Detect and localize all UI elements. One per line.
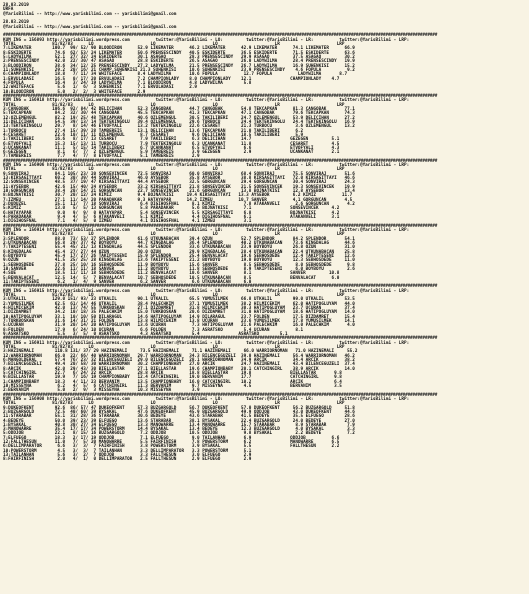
result-row: 12:WHITEFACE 5.6 1/ 6/ 3 SUHENKISI 7.1 ERVULADASI 2.9 [3, 85, 198, 91]
result-row: 5:CATCHINGIRL 22.7 6/ 24/ 22 ARCIK 28.8 ARCIK 18.8 BIELLASTAR 19.8 BIELLASTAR 9.8 [3, 370, 342, 376]
race-section [3, 34, 526, 95]
result-row: 8:KINGDALAG 45.4 27/ 27/ 44 OZUN 30.0 OZUN 29.9 KINGDALAG 28.4 UTKUNABACAN 22.4 UTKUNABACAN 25.8 [3, 249, 355, 255]
result-row: 9:ASRATSKO 5.5 3/ 5/ 0 ASRATSKO 4.3 ASRATSKO 5.4 ASRATSKO 5.1 [3, 331, 288, 337]
result-row: 1:TURBOCU 27.4 15/ 39/ 28 TAMBEREIS 13.1 DELICIHAN 13.6 TEKCAPKAN 21.0 TAKILIBERI 6.2 [3, 128, 304, 134]
separator-line: ################################################################################################################################################################################ [3, 223, 438, 229]
result-row: 1:DIZDAMRET 34.2 10/ 18/ 35 PALECHKIM 15.0 TURKBOSKAN 20.6 DIZDAMRET 31.0 HATIPOGLUYAM 18.6 HATIPOGLUYAM 14.0 [3, 310, 355, 316]
result-row: 6:ETVOFYALI 15.3 15/ 13/ 11 TURBOCU 7.9 TEKTEKINGOLU 6.3 UCANKANAT 11.8 CESARET 4.5 [3, 141, 340, 147]
result-row: 7:LIKEMATER 100.7 99/ 52/ 90 BLOODIRON 52.9 LIKEMATER 46.2 LIKEMATER 42.9 LIKEMATER 74.1 LIKEMATER 66.9 [3, 46, 355, 52]
result-row: 6:HATAYAPAR 9.0 9/ 9/ 0 HATAYAPAR 5.4 SONSEVINCEK 5.5 KIRSAGITTAYI 6.8 BOJNATKISI 4.2 [3, 210, 340, 216]
race-title-line: KUM ING = 156908 http://yarisbilimi.wordpress.com twitter:@YarisBilimi - LO: twitter:@YarisBilimi - LR: twitter:@YarisBilimi - LRP: [3, 396, 410, 402]
separator-line: ################################################################################################################################################################################ [3, 336, 438, 342]
race-title-line: KUM ING = 156906 http://yarisbilimi.wordpress.com twitter:@YarisBilimi - LO: twitter:@YarisBilimi - LR: twitter:@YarisBilimi - LRP: [3, 163, 410, 169]
result-row: 13:KIRSAGITTAYI 60.2 30/ 39/ 44 SONVIRAJ 46.0 AYSEBOR 35.8 AYSEBOR 38.8 KIRSAGITTAYI 72.0 KIRSAGITTAYI 46.6 [3, 176, 355, 182]
result-row: 2:UCANKANAT 11.1 5/ 15/ 14 TAKILIBERI 6.7 UCANKANAT 6.5 ETVOFYALI 6.6 ETVOFYALI 4.3 [3, 145, 340, 151]
column-header-line: TOTAL 81/82/83 LO LO LO LR LRP [3, 102, 345, 108]
result-row: 4:SUE 18.5 11/ 11/ 18 SEBHOSDEDE 11.2 BENVALACAT 10.6 SANVER 8.1 SANVER 10.8 [3, 271, 340, 277]
column-header-line: TOTAL 81/82/83 LO LO LO LR LRP [3, 41, 345, 47]
race-section [3, 285, 526, 337]
result-row: 11:DELICIHAN 54.5 39/ 13/ 14 TEKTEKINGOLU 39.4 OZLEMENGUL 29.6 TURBOCU 24.4 TEKTEKINGOLU 24.4 TEKTEKINGOLU 16.9 [3, 119, 355, 125]
header-date: 28.03.2019 [3, 3, 29, 8]
result-row: 9:DUKEOFKENT 92.6 86/ 57/ 47 DUKEOFKENT 57.3 BUZGARGOLD 56.7 DUKEOFKENT 57.0 DUKEOFKENT 56.2 BUZGARGOLD 51.8 [3, 405, 355, 411]
result-row: 11:SUHENKISI 29.2 20/ 16/ 21 CHAMP.SUHENKISI 21.3 SUHENKISI 10.6 SUHENKISI 23.9 PRENSESCINDY 4.6 FOPULA 9.2 [3, 67, 355, 73]
result-row: 2:BERVANIM 5.0 2/ 9/ 3 MISSEYNA 10.3 MISSEYNA 3.9 [3, 388, 200, 394]
separator-line: ################################################################################################################################################################################ [3, 33, 438, 39]
race-sections [3, 34, 526, 462]
result-row: 7:IZMEU 27.1 11/ 14/ 20 PARADAKAR 9.3 HATAYAPAR 14.2 IZMEU 10.7 SANVER 4.1 GORGUNCAN 4.5 [3, 197, 353, 203]
separator-line: ################################################################################################################################################################################ [3, 93, 438, 99]
result-row: 7:ELFUEGO 18.3 2/ 17/ 19 ODDJOB 7.1 ELFUEGO 9.0 TAILANHAN 6.9 ODDJOB 6.6 [3, 435, 340, 441]
result-row: 10:POWERSTORM 4.5 3/ 3/ 7 TAILANHAN 3.3 DELLIMPARATOR 3.3 POWERSTORM 5.1 [3, 448, 252, 454]
separator-line: ################################################################################################################################################################################ [3, 392, 438, 398]
result-row: 3:SPLENDOR 88.0 73/ 53/ 27 SPLENDOR 61.6 UTKUNABACAN 39.4 OZUN 52.7 SPLENDOR 84.2 SPLENDOR 54.1 [3, 236, 355, 242]
separator-line: ################################################################################################################################################################################ [3, 158, 438, 164]
result-row: 12:OZLEMENGUL 82.2 19/ 25/ 48 TEKCAPKAN 40.6 OZLEMENGUL 30.5 TAKILIBERI 24.7 OZLEMENGUL 53.9 DELICIHAN 27.2 [3, 115, 355, 121]
result-row: 11:TAKIPTESENI 6.2 1/ 4/ 9 SANVER 6.2 SANVER 6.6 UTKUNABACAN 6.0 [3, 280, 252, 285]
header-date-2: 28.03.2019 [3, 20, 29, 26]
result-row: 13:TEKTEKINGOLU 29.7 8/ 14/ 46 ETVOFYALI 13.2 TEKTEKINGOLU 22.6 CESARET 21.3 TURBOCU 3.6 OZLEMENGUL 13.2 [3, 124, 355, 130]
header-contact: @YarisBilimi -- http://www.yarisbilimi.com -- yarisbilimi@gmail.com [3, 11, 177, 17]
race-section [3, 337, 526, 393]
result-row: 10:HATIPOGLUYAM 33.1 10/ 10/ 50 DILARAGUL 14.6 HATIPOGLUYAM 14.9 DILARAGUL 23.7 FOLDEN 17.5 DIZDAMRET 15.4 [3, 314, 355, 320]
separator-line: ################################################################################################################################################################################ [3, 284, 438, 290]
result-row: 6:CHAMPIONLADY 18.8 7/ 11/ 34 WHITEFACE 8.4 LADYWILMA 10.6 FOPULA 12.7 FOPULA LADYWILMA 8.7 [3, 72, 348, 78]
race-title-line: KUM ING = 156914 http://yarisbilimi.wordpress.com twitter:@YarisBilimi - LO: twitter:@YarisBilimi - LR: twitter:@YarisBilimi - LRP: [3, 228, 410, 234]
result-row: 3:CANGOBAK 106.6 92/ 84/ 42 DELICIHAN 52.3 CANGOBAK 44.7 CANGOBAK 54.8 TEKCAPKAN 81.3 CANGOBAK 77.1 [3, 106, 355, 112]
column-header-line: TOTAL 81/82/83 LO LO LO LR LRP [3, 167, 345, 173]
result-row: 5:TEKCAPKAN 84.2 32/ 30/ 44 CANGOBAK 45.5 TEKCAPKAN 41.3 TEKCAPKAN 47.1 CANGOBAK 79.6 TEKCAPKAN 74.3 [3, 111, 355, 117]
result-row: 5:UCURAN 31.9 20/ 14/ 20 HATIPOGLUYAM 13.6 UCURAN 7.3 HATIPOGLUYAM 21.6 PALECHKIM 16.0 PALECHKIM 4.0 [3, 323, 355, 329]
result-row: 3:HAZINEMALI 110.8 131/ 37/ 29 HAZINEMALI 73.5 HAZINEMALI 71.1 HAZINEMALI 66.0 WARRIORNOMAN 71.0 HAZINEMALI 55.2 [3, 349, 358, 355]
result-row: 5:LADYWILMA 52.1 27/ 32/ 24 ESKIDERTE 30.1 ASAGAO 28.3 PRENSESCINDY 29.9 ASAGAO 37.5 ASAGAO 30.2 [3, 54, 355, 60]
result-row: 9:SONVIRAJ 84.1 105/ 23/ 20 SONSEVINCEK 72.5 SONVIRAJ 60.0 SONVIRAJ 68.4 SONVIRAJ 75.5 SONVIRAJ 51.6 [3, 171, 355, 177]
result-row: 3:MANOWARRE 35.4 17/ 17/ 34 POWERSTORM 14.4 BYSAKAL 13.4 BEDEYE 12.3 BUZGARGOLD 4.0 BYSAKAL 3.3 [3, 427, 355, 433]
result-row: 8:FAIRFINISH 2.0 4/ 1/ 0 DELLIMPARATOR 2.5 FALLTHESUN 2.9 ELFUEGO 2.9 [3, 457, 252, 463]
race-section [3, 160, 526, 225]
header-contact-2: @YarisBilimi -- http://www.yarisbilimi.com -- yarisbilimi@gmail.com [3, 24, 177, 30]
result-row: 1:DIGIHOSFNAL 7.1 4/ 5/ 0 IZMEU 4.1 DIGIHOSFNAL 4.1 IZMEU 3.1 [3, 219, 252, 225]
result-row: 11:STARABAR 55.1 31/ 28/ 36 STARABAR 30.6 BEDEYE 43.6 STARABAR 41.5 BEDEYE 35.5 ELFUEGO 28.6 [3, 414, 355, 420]
result-row: 9:BIELLASTAR 19.9 7/ 16/ 19 CHAMPIONBABY 12.4 CATCHINGIRL 19.0 BERVANIM 17.7 CATCHINGIRL 9.8 [3, 375, 342, 381]
result-row: 2:BUZGARGOLD 72.5 40/ 60/ 39 BYSAKAL 47.6 DUKEOFKENT 45.9 BUZGARGOLD 49.9 ODDJOB 43.0 DUKEOFKENT 44.6 [3, 409, 355, 415]
result-row: 10:SANVER 22.6 11/ 11/ 18 SANVER 11.2 BOYBOYU 11.8 SEBHOSDEDE 8.9 TAKIPTESENI 6.0 BOYBOYU 2.6 [3, 267, 355, 273]
race-section [3, 95, 526, 160]
result-row: 4:FOPULA 16.4 3/ 24/ 19 LADYWILMA 7.1 BLOODIRON 4.8 LADYWILMA 5.8 [3, 80, 252, 86]
result-row: 12:SONSEVINCEK 48.5 37/ 19/ 47 KIRSAGITTAYI 44.4 AYSEBOR 32.5 GORGUNCAN 29.4 GORGUNCAN 30.4 SONVIRAJ 24.3 [3, 180, 355, 186]
result-row: 9:OZUN 41.5 25/ 25/ 28 KINGDALAG 13.6 TAKIPTESENI 21.2 BOYBOYU 19.0 BOYBOYU 12.3 SEBHOSDEDE 11.0 [3, 258, 355, 264]
result-row: 5:BENVALACAT 12.5 14/ 5/ 7 BENVALACAT 10.7 SEBHOSDEDE 10.5 UTKUNABACAN 8.5 BENVALACAT 6.0 [3, 275, 340, 281]
result-row: 8:ARCIK 42.0 29/ 43/ 30 BIELLASTAR 27.1 BIELLASTAR 19.6 CHAMPIONBABY 20.1 CATCHINGIRL 38.9 ARCIK 14.0 [3, 366, 355, 372]
race-title-line: KUM ING = 156893 http://yarisbilimi.wordpress.com twitter:@YarisBilimi - LO: twitter:@YarisBilimi - LR: twitter:@YarisBilimi - LRP: [3, 37, 410, 43]
result-row: 11:AYSEBOR 42.6 15/ 40/ 24 AYSEBOR 33.2 KIRSAGITTAYI 21.8 SONSEVINCEK 21.5 SONSEVINCEK 19.3 SONSEVINCEK 19.9 [3, 184, 355, 190]
column-header-line: TOTAL 81/82/83 LO LO LO LR LRP [3, 232, 345, 238]
result-row: 2:PRENSESCINDY 42.0 22/ 30/ 47 ASAGAO 28.8 ESKIDERTE 26.5 ASAGAO 26.0 LADYWILMA 28.4 PRENSESCINDY 19.9 [3, 59, 355, 65]
result-row: 1:TAKILIBERI 16.6 8/ 17/ 13 CESARET 7.9 TAKILIBERI 6.3 DELICIHAN 14.7 GEZEGEN 5.1 [3, 137, 340, 143]
race-title-line: KUM ING = 156911 http://yarisbilimi.wordpress.com twitter:@YarisBilimi - LO: twitter:@YarisBilimi - LR: twitter:@YarisBilimi - LRP: [3, 340, 410, 346]
result-row: 7:TAKIPTESENI 55.4 45/ 21/ 13 KINGDALAG 44.5 SPLENDOR 33.6 UTKUNABACAN 23.9 BOYBOYU 26.8 OZUN 31.0 [3, 245, 355, 251]
result-row: 2:DUDUZEL 15.1 11/ 7/ 18 SONVIRAJ 6.4 DIGIHOSFNAL 8.1 KIMIZ 7.8 ATAKANVELI 2.6 GORGUNCAN 4.2 [3, 202, 355, 208]
result-row: 7:BILENCEGUZELI 49.4 20/ 58/ 30 WARRIORNOMAN 30.2 CHAMPIONBABY 27.0 ARCIK 24.7 HAZINEMALI 43.4 BILENCEGUZELI 37.4 [3, 362, 355, 368]
result-row: 7:TURKBOSKAN 31.6 14/ 31/ 21 FOLDEN 13.8 HILMICEKIM 13.8 UCURAN 23.6 YUMUSILMEK 17.8 YUMUSILMEK 14.1 [3, 318, 355, 324]
result-row: 3:UTKALIL 129.0 151/ 93/ 23 UTKALIL 90.1 UTKALIL 65.5 YUMUSILMEK 66.8 UTKALIL 99.0 UTKALIL 53.5 [3, 297, 355, 303]
result-row: 13:TAILANHAN 5.6 3/ 2/ 7 ODDJOB 3.3 FALLTHESUN 3.0 ELFUEGO 2.9 [3, 453, 252, 459]
result-row: 2:UTKUNABACAN 56.8 29/ 37/ 42 BOYBOYU 44.7 KINGDALAG 36.4 SPLENDOR 40.2 UTKUNABACAN 73.6 KINGDALAG 44.6 [3, 241, 355, 247]
result-row: 4:BEDEYE 50.0 39/ 23/ 39 ELFUEGO 13.6 STARABAR 38.1 BYSAKAL 22.4 BUZGARGOLD 24.0 BEDEYE 27.0 [3, 418, 355, 424]
header-location: URFA [3, 7, 14, 13]
result-row: 5:KIMIZ 13.0 5/ 5/ 13 GORGUNCAN 5.8 PARADAKAR 5.6 BOJNATKISI 7.1 SONSEVINCEK 4.2 [3, 206, 340, 212]
result-row: 6:GEZEGEN 8.1 6/ 7/ 2 OZLEMENGUL 5.9 TAMBEREIS 3.9 GEZEGEN 2.9 UCANKANAT 2.1 [3, 150, 340, 156]
result-row: 4:PARADAKAR 9.4 4/ 5/ 6 ATAKANVELI 5.1 KIMIZ 4.4 DIGIHOSFNAL 6.1 ATAKANVELI 3.1 [3, 215, 340, 221]
column-header-line: TOTAL 81/82/83 LO LO LO LR LRP [3, 344, 345, 350]
result-row: 8:ESKIDERTE 74.6 62/ 53/ 24 LIKEMATER 50.6 PRENSESCINDY 40.5 ESKIDERTE 36.5 ESKIDERTE 71.5 ESKIDERTE 63.6 [3, 50, 355, 56]
result-row: 10:MISSEYNA 6.2 4/ 5/ 6 CATCHINGIRL 11.3 BERVANIM 9.7 MISSEYNA 4.5 BERVANIM 3.5 [3, 383, 342, 389]
result-row: 6:BOYBOYU 45.4 17/ 27/ 26 TAKIPTESENI 15.9 SPLENDOR 25.4 BENVALACAT 19.6 SEBHOSDEDE 12.4 TAKIPTESENI 12.6 [3, 254, 355, 260]
race-section [3, 225, 526, 286]
result-row: 7:TAMBEREIS 7.7 4/ 7/ 8 ETVOFYALI 5.1 TAMBEREIS 2.9 [3, 154, 200, 160]
result-row: 8:BOJNATKISI 30.7 20/ 12/ 24 KIMIZ 9.4 BOJNATKISI 19.4 KIRSAGITTAYI 13.3 AYSEBOR 6.2 KIMIZ 11.7 [3, 193, 353, 199]
race-title-line: KUM ING = 156918 http://yarisbilimi.wordpress.com twitter:@YarisBilimi - LO: twitter:@YarisBilimi - LR: twitter:@YarisBilimi - LRP: [3, 98, 410, 104]
result-row: 6:MANGOLDERAL 57.4 76/ 23/ 32 BILENCEGUZELI 29.0 BILENCEGUZELI 28.1 WARRIORNOMAN 34.9 ARCIK 34.4 ARCIK 38.2 [3, 357, 355, 363]
result-row: 12:FALLTHESUN 11.0 7/ 5/ 20 MANOWARRE 5.5 FAIRFINISH 7.8 POWERSTORM 6.2 MANOWARRE 6.5 [3, 440, 340, 446]
result-row: 4:CESARET 22.6 10/ 11/ 11 OZLEMENGUL 8.7 CESARET 9.6 DELICIHAN 18.5 TAKILIBERI 5.9 [3, 132, 304, 138]
result-row: 6:DELLIMPARATOR 6.6 3/ 3/ 7 FAIRFINISH 3.8 POWERSTORM 3.9 BYSAKAL 5.5 FALLTHESUN 2.2 [3, 444, 340, 450]
result-row: 1:CHAMPIONBABY 18.3 4/ 11/ 23 BERVANIM 13.5 CHAMPIONBABY 16.0 CATCHINGIRL 10.2 ARCIK 6.4 [3, 379, 342, 385]
result-row: 10:BLOODIRON 5.0 2/ 2/ 3 WHITEFACE 2.9 [3, 89, 146, 95]
result-row: 5:ODDJOB 22.1 8/ 15/ 16 BUZGARGOLD 7.2 ODDJOB 10.5 ODDJOB 9.8 BYSAKAL 2.2 BEDEYE 7.2 [3, 431, 355, 437]
column-header-line: TOTAL 81/82/83 LO LO LO LR LRP [3, 292, 345, 298]
result-row: 3:BLOODIRON 38.6 34/ 12/ 25 PRENSESCINDY 27.2 LADYWILMA 21.5 PRENSESCINDY 26.7 LADYWILMA 16.9 SUHENKISI 15.2 [3, 63, 355, 69]
race-title-line: KUM ING = 156915 http://yarisbilimi.wordpress.com twitter:@YarisBilimi - LO: twitter:@YarisBilimi - LR: twitter:@YarisBilimi - LRP: [3, 288, 410, 294]
column-header-line: TOTAL 81/82/83 LO LO LO LR LRP [3, 401, 345, 407]
result-row: 1:ERVULADASI 16.5 0/ 17/ 20 ERVULADASI 7.2 CHAMPIONLADY 8.0 CHAMPIONLADY 12.1 CHAMPIONLADY 4.7 [3, 76, 340, 82]
result-row: 8:FOLDEN 17.9 6/ 24/ 10 UCURAN 6.6 FOLDEN 7.3 ASRATSKO 5.4 UCURAN 8.1 [3, 327, 304, 333]
race-section [3, 394, 526, 463]
result-row: 10:GORGUNCAN 38.4 20/ 14/ 21 GORGUNCAN 22.7 SONSEVINCEK 21.6 GORGUNCAN 13.8 BOJNATKISI 12.8 AYSEBOR 13.4 [3, 189, 355, 195]
result-row: 2:YUMUSILMEK 62.5 61/ 14/ 46 UTKALIL 38.4 PALECHKIM 37.1 YUMUSILMEK 38.2 HILMICEKIM 62.0 HATIPOGLUYAM 44.0 [3, 301, 355, 307]
result-row: 4:HILMICEKIM 42.0 13/ 74/ 55 TURKBOSKAN 27.1 DIZDAMRET 31.8 HILMICEKIM 30.3 HATIPOGLUYAM 23.7 UCURAN 37.4 [3, 305, 355, 311]
result-row: 12:WARRIORNOMAN 66.0 22/ 66/ 40 WARRIORNOMAN 29.7 WARRIORNOMAN 34.3 BILENCEGUZELI 39.0 HAZINEMALI 56.4 WARRIORNOMAN 46.2 [3, 353, 355, 359]
result-row: 1:SEBHOSDEDE 37.8 25/ 10/ 16 SEBHOSDEDE 11.9 BOYBOYU 15.6 SANVER 8.5 SEBHOSDEDE 8.0 SEBHOSDEDE 9.8 [3, 262, 355, 268]
result-row: 1:BYSAKAL 40.8 30/ 27/ 34 ELFUEGO 13.3 MANOWARRE 13.4 MANOWARRE 15.7 STARABAR 8.9 STARABAR 7.9 [3, 422, 355, 428]
